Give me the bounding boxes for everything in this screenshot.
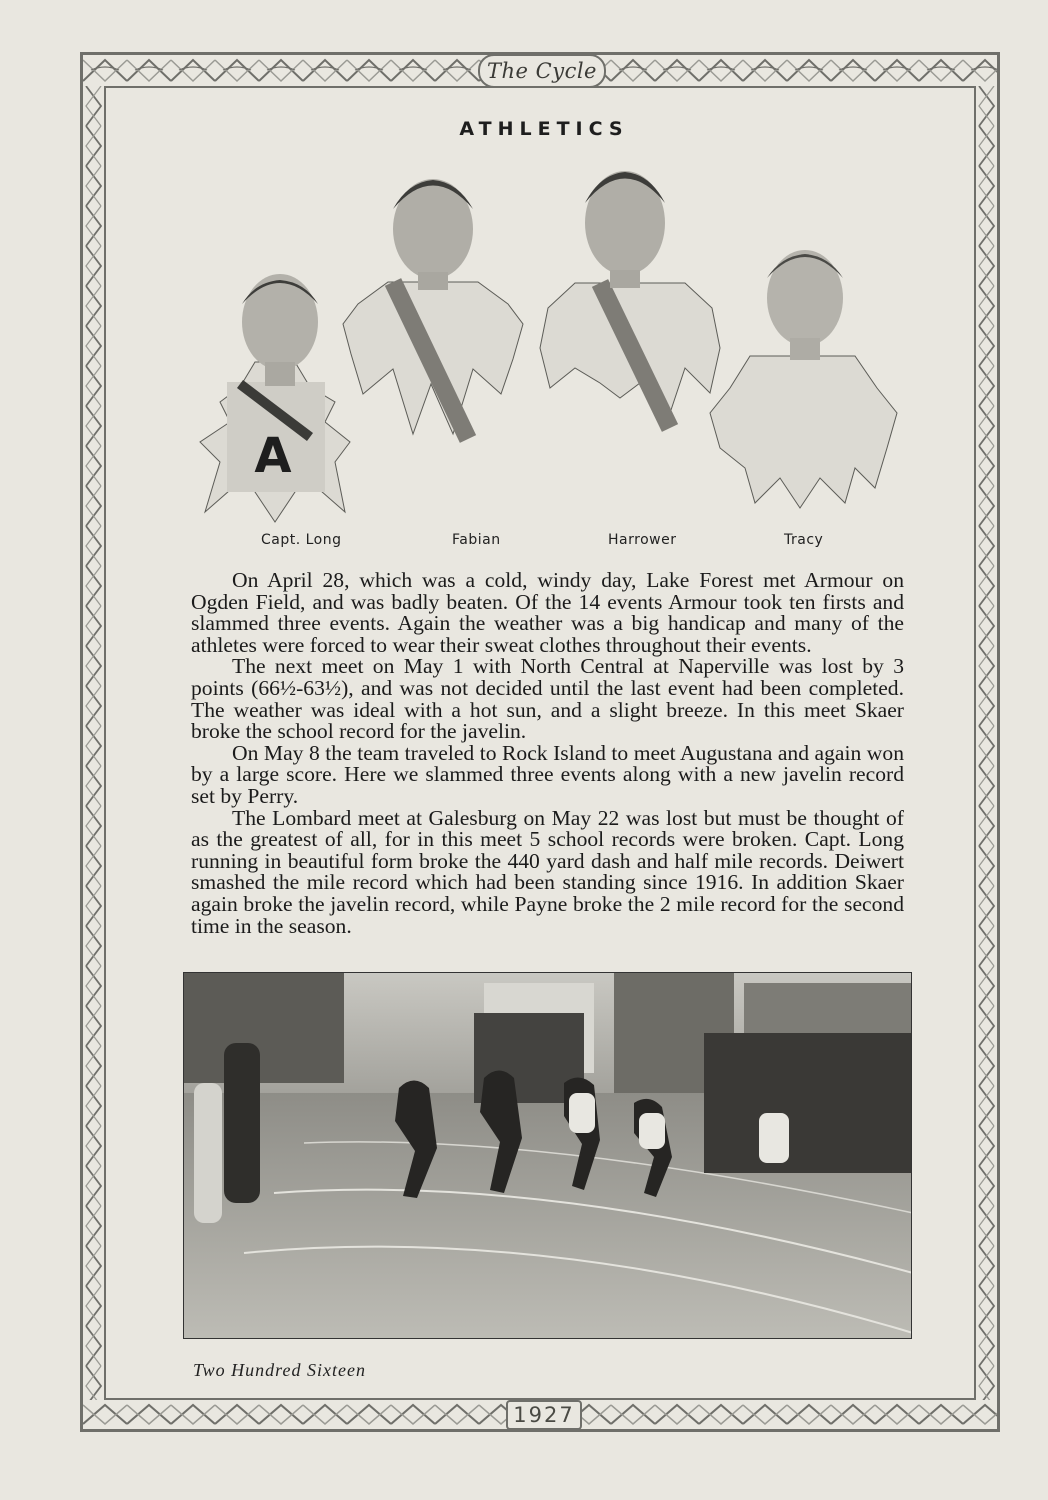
race-photograph	[183, 972, 912, 1339]
page-folio: Two Hundred Sixteen	[193, 1360, 366, 1380]
article-body	[191, 570, 904, 937]
article-paragraph: On April 28, which was a cold, windy day, Lake Forest met Armour on Ogden Field, and was badly beaten. Of the 14 events Armour took ten firsts and slammed three events. Again the weather was a big handicap and many of the athletes were forced to wear their sweat clothes throughout their events.	[191, 568, 904, 657]
page-title: ATHLETICS	[459, 118, 629, 140]
portrait-fabian	[333, 164, 533, 454]
header-cartouche: The Cycle	[478, 54, 606, 88]
year-cartouche: 1927	[506, 1400, 582, 1430]
border-ornament-left	[83, 86, 104, 1400]
caption-capt-long: Capt. Long	[261, 532, 342, 548]
portraits-group	[185, 150, 905, 530]
caption-tracy: Tracy	[784, 532, 824, 548]
article-paragraph: The next meet on May 1 with North Central at Naperville was lost by 3 points (66½-63½), and was not decided until the last event had been completed. The weather was ideal with a hot sun, and a slight breeze. In this meet Skaer broke the school record for the javelin.	[191, 654, 904, 744]
caption-fabian: Fabian	[452, 532, 501, 548]
portrait-harrower	[530, 158, 730, 448]
svg-text:A: A	[254, 428, 292, 484]
border-ornament-right	[976, 86, 997, 1400]
article-paragraph: On May 8 the team traveled to Rock Island to meet Augustana and again won by a large score. Here we slammed three events along with a new javelin record set by Perry.	[191, 740, 904, 808]
portrait-tracy	[705, 238, 905, 528]
caption-harrower: Harrower	[608, 532, 677, 548]
article-paragraph: The Lombard meet at Galesburg on May 22 was lost but must be thought of as the greatest of all, for in this meet 5 school records were broken. Capt. Long running in beautiful form broke the 440 yard dash and half mile records. Deiwert smashed the mile record which had been standing since 1916. In addition Skaer again broke the javelin record, while Payne broke the 2 mile record for the second time in the season.	[191, 805, 904, 938]
